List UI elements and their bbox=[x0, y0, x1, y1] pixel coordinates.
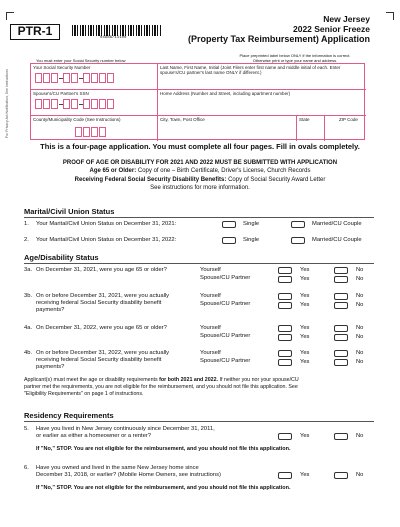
crop-mark-tl bbox=[6, 12, 14, 20]
q4a-spouse-yes-checkbox[interactable] bbox=[278, 334, 292, 341]
q4a-yourself-yes-label: Yes bbox=[300, 325, 310, 331]
q3b-yourself-yes-label: Yes bbox=[300, 293, 310, 299]
q3a bbox=[24, 267, 167, 274]
q2-married-checkbox[interactable] bbox=[291, 237, 305, 244]
q6-stop-notice bbox=[36, 485, 290, 492]
q4b-text-line3: payments? bbox=[36, 364, 65, 371]
q4a-yourself-no-checkbox[interactable] bbox=[334, 325, 348, 332]
q4a-spouse-no-checkbox[interactable] bbox=[334, 334, 348, 341]
q4a-number: 4a. bbox=[24, 325, 33, 331]
q2-married-label: Married/CU Couple bbox=[312, 237, 362, 243]
spouse-ssn-input[interactable] bbox=[35, 99, 115, 109]
q5-text-line1: Have you lived in New Jersey continuously since December 31, 2011, bbox=[36, 426, 215, 432]
q1-single-label: Single bbox=[243, 221, 260, 227]
age-note-line2: partner met the requirements, you are not eligible for the reimbursement, and you should not file this application. See bbox=[24, 384, 298, 390]
marital-q2-number: 2. bbox=[24, 237, 29, 243]
q5 bbox=[24, 426, 215, 440]
q4b bbox=[24, 350, 169, 372]
zip-label: ZIP Code bbox=[339, 117, 358, 122]
q3b-yourself-yes-checkbox[interactable] bbox=[278, 293, 292, 300]
age-note-part1: Applicant(s) must meet the age or disability requirements bbox=[24, 377, 160, 383]
age-note-line3: "Eligibility Requirements" on page 1 of instructions. bbox=[24, 391, 144, 397]
q4a-yourself-yes-checkbox[interactable] bbox=[278, 325, 292, 332]
marital-q1-text: Your Marital/Civil Union Status on December 31, 2021: bbox=[36, 221, 177, 227]
q5-text-line2: or earlier as either a homeowner or a renter? bbox=[36, 433, 152, 440]
q3b-yourself-no-checkbox[interactable] bbox=[334, 293, 348, 300]
marital-rule bbox=[24, 217, 374, 218]
name-label: Last Name, First Name, Initial (Joint Filers enter first name and middle initial of each. Enter spouse's/CU partner's last name ONLY if different.) bbox=[160, 65, 341, 75]
age-requirement-note bbox=[24, 377, 376, 398]
proof-age-text: Copy of one – Birth Certificate, Driver's License, Church Records bbox=[137, 168, 311, 175]
age-note-bold: for both 2021 and 2022. bbox=[159, 377, 219, 383]
proof-age-label: Age 65 or Older: bbox=[89, 168, 137, 175]
age-rule bbox=[24, 263, 374, 264]
q3b-yourself-no-label: No bbox=[356, 293, 364, 299]
q4a-yourself-no-label: No bbox=[356, 325, 364, 331]
q3b-spouse-yes-checkbox[interactable] bbox=[278, 302, 292, 309]
address-label: Home Address (Number and Street, including apartment number) bbox=[160, 91, 291, 96]
label-note bbox=[210, 53, 380, 63]
q4b-spouse-no-checkbox[interactable] bbox=[334, 359, 348, 366]
q4b-number: 4b. bbox=[24, 350, 33, 356]
q6 bbox=[24, 465, 221, 479]
residency-section-title: Residency Requirements bbox=[24, 411, 114, 420]
q3b-yourself-label: Yourself bbox=[200, 293, 221, 299]
q4b-spouse-label: Spouse/CU Partner bbox=[200, 358, 251, 364]
spouse-ssn-label: Spouse's/CU Partner's SSN bbox=[33, 91, 89, 96]
q5-stop-text: You are not eligible for the reimbursement, and you should not file this application. bbox=[72, 446, 291, 452]
q3b-text-line1: On or before December 31, 2021, were you actually bbox=[36, 293, 170, 299]
q3a-yourself-no-label: No bbox=[356, 267, 364, 273]
q6-number: 6. bbox=[24, 465, 29, 471]
q3b-spouse-label: Spouse/CU Partner bbox=[200, 301, 251, 307]
q4b-yourself-yes-label: Yes bbox=[300, 350, 310, 356]
q1-single-checkbox[interactable] bbox=[222, 221, 236, 228]
q4b-spouse-no-label: No bbox=[356, 359, 364, 365]
header-title-line3: (Property Tax Reimbursement) Application bbox=[187, 34, 370, 44]
proof-disability-text: Copy of Social Security Award Letter bbox=[228, 176, 326, 183]
q4a-text: On December 31, 2022, were you age 65 or older? bbox=[36, 325, 167, 331]
county-code-label: County/Municipality Code (See Instructions) bbox=[33, 117, 121, 122]
q3b-spouse-no-checkbox[interactable] bbox=[334, 302, 348, 309]
q3a-spouse-yes-checkbox[interactable] bbox=[278, 276, 292, 283]
form-header bbox=[150, 14, 370, 44]
barcode-number: 04988/11100 bbox=[100, 36, 127, 40]
form-id: PTR-1 bbox=[10, 24, 60, 40]
q4b-text-line2: receiving federal Social Security disability benefit bbox=[36, 357, 162, 364]
age-section-title: Age/Disability Status bbox=[24, 253, 99, 262]
q3a-spouse-no-checkbox[interactable] bbox=[334, 276, 348, 283]
header-title-line2: 2022 Senior Freeze bbox=[292, 24, 370, 34]
state-label: State bbox=[299, 117, 310, 122]
q3b-spouse-no-label: No bbox=[356, 302, 364, 308]
proof-heading: PROOF OF AGE OR DISABILITY FOR 2021 AND 2022 MUST BE SUBMITTED WITH APPLICATION bbox=[62, 160, 338, 166]
q4b-yourself-no-checkbox[interactable] bbox=[334, 350, 348, 357]
age-note-part2: If neither you nor your spouse/CU bbox=[218, 377, 299, 383]
proof-disability-label: Receiving Federal Social Security Disability Benefits: bbox=[74, 176, 227, 183]
q3b-number: 3b. bbox=[24, 293, 33, 299]
residency-rule bbox=[24, 421, 374, 422]
q4b-spouse-yes-label: Yes bbox=[300, 359, 310, 365]
q3a-spouse-no-label: No bbox=[356, 276, 364, 282]
q2-single-checkbox[interactable] bbox=[222, 237, 236, 244]
proof-more-info: See instructions for more information. bbox=[150, 184, 250, 191]
q3a-yourself-yes-label: Yes bbox=[300, 267, 310, 273]
marital-q2-text: Your Marital/Civil Union Status on December 31, 2022: bbox=[36, 237, 177, 243]
marital-q1 bbox=[24, 221, 176, 228]
q6-text-line2: December 31, 2018, or earlier? (Mobile Home Owners, see instructions) bbox=[36, 472, 221, 479]
q6-yes-checkbox[interactable] bbox=[278, 472, 292, 479]
q4a-spouse-no-label: No bbox=[356, 334, 364, 340]
q3b-text-line2: receiving federal Social Security disability benefit bbox=[36, 300, 162, 307]
q5-number: 5. bbox=[24, 426, 29, 432]
q5-stop-notice bbox=[36, 446, 290, 453]
q3a-number: 3a. bbox=[24, 267, 33, 273]
q4b-text-line1: On or before December 31, 2022, were you actually bbox=[36, 350, 170, 356]
label-note-line1: Place preprinted label below ONLY if the information is correct. bbox=[239, 53, 351, 58]
q3a-yourself-no-checkbox[interactable] bbox=[334, 267, 348, 274]
q4a-spouse-yes-label: Yes bbox=[300, 334, 310, 340]
q4b-yourself-no-label: No bbox=[356, 350, 364, 356]
county-code-input[interactable] bbox=[75, 127, 107, 137]
q6-stop-text: You are not eligible for the reimbursement, and you should not file this application. bbox=[72, 485, 291, 491]
q6-no-checkbox[interactable] bbox=[334, 472, 348, 479]
q5-no-checkbox[interactable] bbox=[334, 433, 348, 440]
proof-section bbox=[0, 159, 400, 192]
q4b-yourself-yes-checkbox[interactable] bbox=[278, 350, 292, 357]
marital-q1-number: 1. bbox=[24, 221, 29, 227]
header-state: New Jersey bbox=[323, 14, 370, 24]
four-page-notice: This is a four-page application. You must complete all four pages. Fill in ovals completely. bbox=[40, 142, 360, 151]
crop-mark-tr bbox=[386, 12, 394, 20]
identification-block bbox=[30, 63, 365, 140]
city-label: City, Town, Post Office bbox=[160, 117, 205, 122]
ssn-label: Your Social Security Number bbox=[33, 65, 91, 70]
q4a bbox=[24, 325, 167, 332]
q4a-yourself-label: Yourself bbox=[200, 325, 221, 331]
marital-q2 bbox=[24, 237, 176, 244]
label-note-line2: Otherwise print or type your name and address. bbox=[252, 58, 338, 63]
q5-yes-checkbox[interactable] bbox=[278, 433, 292, 440]
q2-single-label: Single bbox=[243, 237, 260, 243]
marital-section-title: Marital/Civil Union Status bbox=[24, 207, 115, 216]
q1-married-label: Married/CU Couple bbox=[312, 221, 362, 227]
q6-text-line1: Have you owned and lived in the same New Jersey home since bbox=[36, 465, 199, 471]
ssn-note: You must enter your Social Security number below bbox=[36, 58, 126, 63]
q6-yes-label: Yes bbox=[300, 472, 310, 478]
q5-no-label: No bbox=[356, 433, 364, 439]
q3b-spouse-yes-label: Yes bbox=[300, 302, 310, 308]
q3a-yourself-label: Yourself bbox=[200, 267, 221, 273]
q3b-text-line3: payments? bbox=[36, 307, 65, 314]
ssn-input[interactable] bbox=[35, 73, 115, 83]
q4a-spouse-label: Spouse/CU Partner bbox=[200, 333, 251, 339]
q3b bbox=[24, 293, 169, 315]
privacy-side-text: For Privacy Act Notification, See Instructions bbox=[5, 69, 9, 138]
q5-stop-bold: If "No," STOP. bbox=[36, 446, 73, 452]
q6-stop-bold: If "No," STOP. bbox=[36, 485, 73, 491]
q3a-spouse-label: Spouse/CU Partner bbox=[200, 275, 251, 281]
q4b-spouse-yes-checkbox[interactable] bbox=[278, 359, 292, 366]
q3a-yourself-yes-checkbox[interactable] bbox=[278, 267, 292, 274]
q3a-text: On December 31, 2021, were you age 65 or older? bbox=[36, 267, 167, 273]
barcode bbox=[72, 25, 162, 36]
q1-married-checkbox[interactable] bbox=[291, 221, 305, 228]
q3a-spouse-yes-label: Yes bbox=[300, 276, 310, 282]
q6-no-label: No bbox=[356, 472, 364, 478]
q4b-yourself-label: Yourself bbox=[200, 350, 221, 356]
q5-yes-label: Yes bbox=[300, 433, 310, 439]
